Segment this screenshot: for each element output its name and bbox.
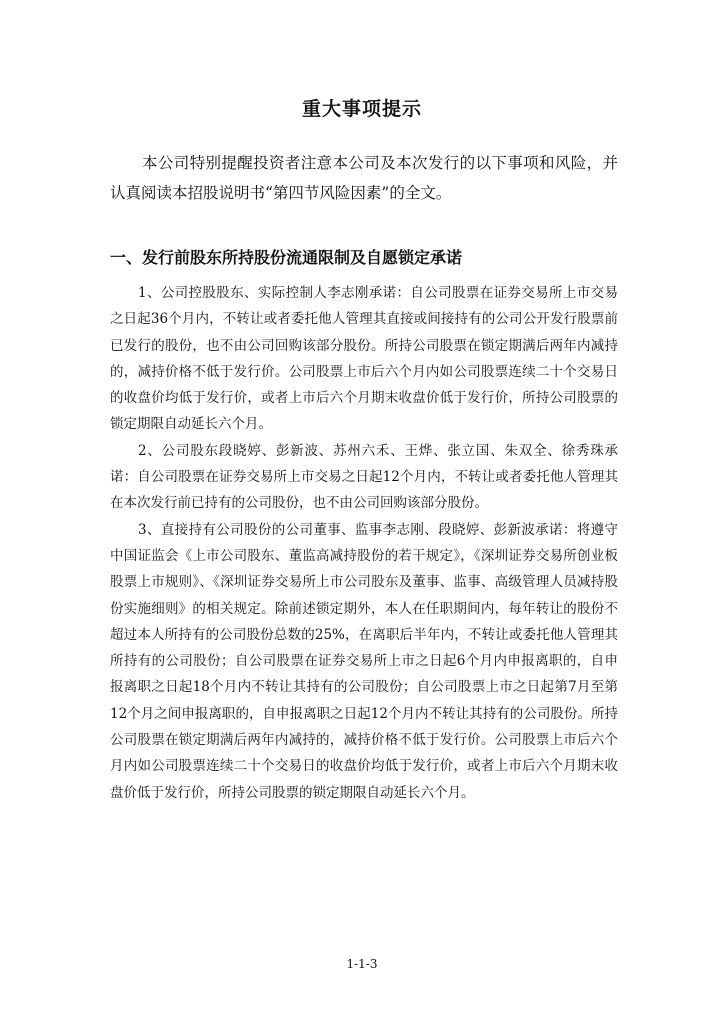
intro-paragraph: 本公司特别提醒投资者注意本公司及本次发行的以下事项和风险，并认真阅读本招股说明书“第四节风险因素”的全文。 bbox=[110, 154, 618, 202]
section-body bbox=[110, 280, 618, 806]
paragraph-controlling-shareholder: 1、公司控股股东、实际控制人李志刚承诺：自公司股票在证券交易所上市交易之日起36个月内，不转让或者委托他人管理其直接或间接持有的公司公开发行股票前已发行的股份，也不由公司回购该部分股份。所持公司股票在锁定期满后两年内减持的，减持价格不低于发行价。公司股票上市后六个月内如公司股票连续二十个交易日的收盘价均低于发行价，或者上市后六个月期末收盘价低于发行价，所持公司股票的锁定期限自动延长六个月。 bbox=[110, 285, 618, 433]
paragraph-directors-supervisors: 3、直接持有公司股份的公司董事、监事李志刚、段晓婷、彭新波承诺：将遵守中国证监会《上市公司股东、董监高减持股份的若干规定》，《深圳证券交易所创业板股票上市规则》、《深圳证券交易所上市公司股东及董事、监事、高级管理人员减持股份实施细则》的相关规定。除前述锁定期外，本人在任职期间内，每年转让的股份不超过本人所持有的公司股份总数的25%，在离职后半年内，不转让或委托他人管理其所持有的公司股份；自公司股票在证券交易所上市之日起6个月内申报离职的，自申报离职之日起18个月内不转让其持有的公司股份；自公司股票上市之日起第7月至第12个月之间申报离职的，自申报离职之日起12个月内不转让其持有的公司股份。所持公司股票在锁定期满后两年内减持的，减持价格不低于发行价。公司股票上市后六个月内如公司股票连续二十个交易日的收盘价均低于发行价，或者上市后六个月期末收盘价低于发行价，所持公司股票的锁定期限自动延长六个月。 bbox=[110, 521, 618, 801]
page-number: 1-1-3 bbox=[346, 957, 378, 971]
paragraph-other-shareholders: 2、公司股东段晓婷、彭新波、苏州六禾、王烨、张立国、朱双全、徐秀珠承诺：自公司股票在证券交易所上市交易之日起12个月内，不转让或者委托他人管理其在本次发行前已持有的公司股份，也不由公司回购该部分股份。 bbox=[110, 442, 618, 512]
section-heading: 一、发行前股东所持股份流通限制及自愿锁定承诺 bbox=[110, 248, 463, 267]
page-title: 重大事项提示 bbox=[301, 98, 422, 120]
